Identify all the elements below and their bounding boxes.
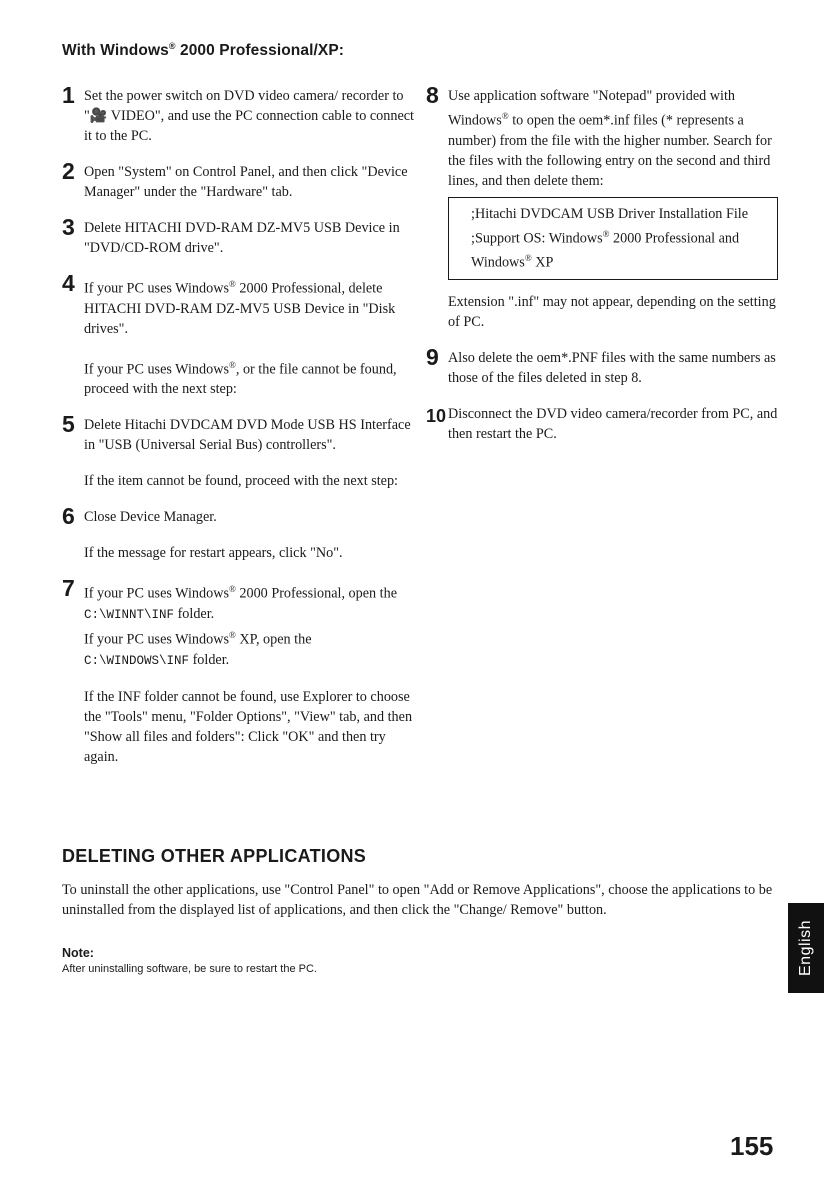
step-number: 9: [426, 344, 439, 371]
box-line-2-post: XP: [531, 255, 554, 272]
registered-mark: ®: [229, 584, 236, 595]
step-number: 4: [62, 270, 75, 296]
step-8: [426, 82, 778, 191]
heading-text-pre: With Windows: [62, 42, 169, 60]
step-text-pre: If your PC uses Windows: [84, 280, 229, 297]
step-text: Open "System" on Control Panel, and then click "Device Manager" under the "Hardware" tab.: [84, 164, 408, 200]
step-4-note: [62, 355, 414, 400]
step-text: Disconnect the DVD video camera/recorder from PC, and then restart the PC.: [448, 406, 778, 443]
step-3: [62, 214, 414, 258]
registered-mark: ®: [602, 228, 610, 239]
note-text-pre: If your PC uses Windows: [84, 361, 229, 378]
step-text: Delete HITACHI DVD-RAM DZ-MV5 USB Device in "DVD/CD-ROM drive".: [84, 220, 400, 256]
folder-path-winnt: C:\WINNT\INF: [84, 608, 175, 623]
step-number: 1: [62, 82, 75, 108]
step-number: 5: [62, 411, 75, 438]
step-number: 8: [426, 82, 439, 108]
language-tab: [788, 903, 824, 993]
step-9: [426, 344, 778, 388]
registered-mark: ®: [524, 253, 532, 264]
step-number: 2: [62, 158, 75, 184]
step-1: [62, 82, 414, 146]
step-5-note: If the item cannot be found, proceed with the next step:: [84, 473, 398, 490]
note-label: Note:: [62, 946, 94, 960]
heading-text-post: 2000 Professional/XP:: [175, 42, 345, 60]
registered-mark: ®: [229, 630, 236, 641]
step-number: 3: [62, 214, 75, 240]
note-text: After uninstalling software, be sure to restart the PC.: [62, 963, 317, 975]
step-number: 10: [426, 406, 447, 427]
step-text-line2-end: folder.: [189, 651, 230, 668]
step-text-post: 2000 Professional, delete HITACHI DVD-RAM DZ-MV5 USB Device in "Disk drives".: [84, 280, 396, 337]
note-text-post: , or the file cannot be found, proceed with the next step:: [84, 361, 397, 398]
step-8-note: Extension ".inf" may not appear, depending on the setting of PC.: [448, 294, 776, 331]
step-text-line1-pre: If your PC uses Windows: [84, 586, 229, 603]
box-line-2: [471, 224, 769, 273]
step-text: Set the power switch on DVD video camera/ recorder to "🎥 VIDEO", and use the PC connection cable to connect it to the PC.: [84, 88, 414, 144]
step-text-line2-post: XP, open the: [235, 631, 312, 648]
step-5: [62, 411, 414, 455]
registered-mark: ®: [501, 111, 509, 121]
step-6: [62, 503, 414, 530]
box-line-2-mid: 2000 Professional and Windows: [471, 230, 740, 272]
registered-mark: ®: [229, 359, 236, 370]
subsection-heading: [62, 41, 344, 60]
registered-mark: ®: [168, 41, 176, 51]
step-2: [62, 158, 414, 202]
step-text-line1-post: 2000 Professional, open the: [235, 586, 398, 603]
step-text-line1-end: folder.: [174, 606, 215, 623]
folder-path-windows: C:\WINDOWS\INF: [84, 653, 190, 668]
page-number: 155: [730, 1131, 774, 1161]
step-7-note: If the INF folder cannot be found, use Explorer to choose the "Tools" menu, "Folder Options", "View" tab, and then "Show all files and folders": Click "OK" and then try again.: [84, 688, 413, 765]
step-text: Close Device Manager.: [84, 509, 217, 526]
step-text: Also delete the oem*.PNF files with the same numbers as those of the files deleted in step 8.: [448, 350, 776, 387]
step-text-post: to open the oem*.inf files (* represents a number) from the file with the higher number. Search for the files with the following entry on the second and third lines, and then delete them:: [448, 112, 772, 189]
inf-entry-box: [448, 197, 778, 280]
language-tab-label: English: [797, 920, 815, 976]
step-6-note: If the message for restart appears, click "No".: [84, 545, 343, 562]
step-text-line2-pre: If your PC uses Windows: [84, 631, 229, 648]
step-7: [62, 575, 414, 670]
step-number: 6: [62, 503, 75, 530]
left-column: [62, 82, 414, 783]
step-10: [426, 404, 778, 444]
box-line-2-pre: ;Support OS: Windows: [471, 230, 603, 247]
registered-mark: ®: [229, 279, 236, 289]
box-line-1: ;Hitachi DVDCAM USB Driver Installation File: [471, 205, 749, 222]
right-column: [426, 82, 778, 460]
step-number: 7: [62, 575, 75, 602]
section-title: DELETING OTHER APPLICATIONS: [62, 846, 367, 866]
section-body: To uninstall the other applications, use "Control Panel" to open "Add or Remove Applications", choose the applications to be uninstalled from the displayed list of applications, and then click the "Change/ Remove" button.: [62, 882, 773, 918]
step-text-pre: Use application software "Notepad" provided with Windows: [448, 88, 735, 129]
step-text: Delete Hitachi DVDCAM DVD Mode USB HS Interface in "USB (Universal Serial Bus) controllers".: [84, 417, 411, 454]
step-4: [62, 270, 414, 339]
